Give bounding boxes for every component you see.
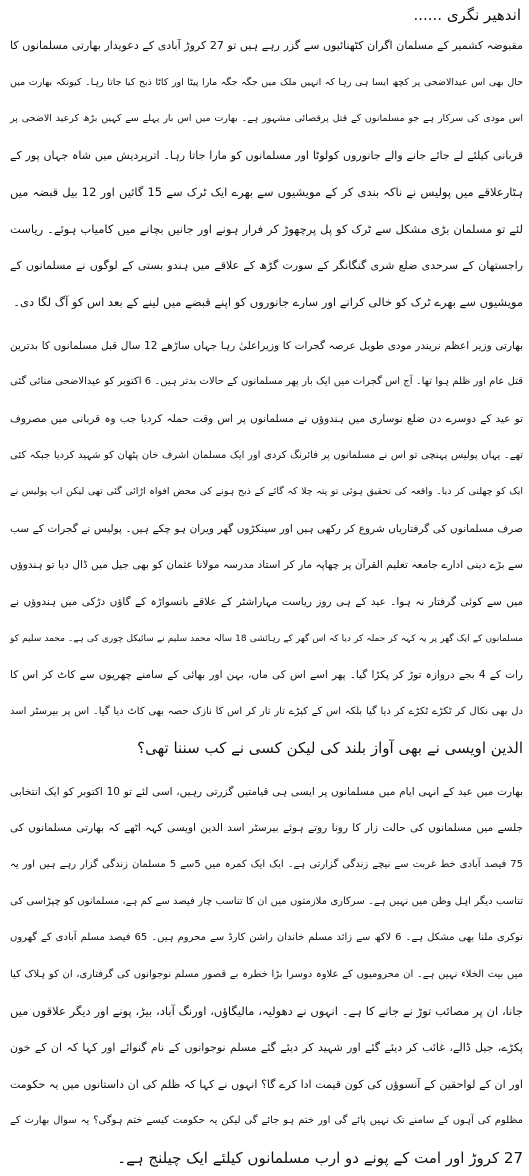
text-line: بھارت میں عید کے انہی ایام میں مسلمانوں پر ایسی ہی قیامتیں گزرتی رہیں، اسی لئے تو 10 اکتوبر کو ایک انتخابی (10, 785, 523, 798)
text-line: 27 کروڑ اور امت کے پونے دو ارب مسلمانوں کیلئے ایک چیلنج ہے۔ (117, 1148, 523, 1167)
text-line: دل بھی نکال کر ٹکڑے ٹکڑے کر دیا گیا بلکہ اس کے کپڑے تار تار کر اس کا نازک حصہ بھی کاٹ دیا گیا۔ اس پر بیرسٹر اسد (10, 705, 523, 717)
text-line: جانا، ان پر مصائب توڑ نے جانے کا ہے۔ انہوں نے دھولیہ، مالیگاؤں، اورنگ آباد، بیڑ، پونے اور دیگر علاقوں میں (10, 1004, 523, 1019)
text-line: سے بڑے دینی ادارے جامعہ تعلیم القرآن پر چھاپہ مار کر استاد مدرسہ مولانا عثمان کو بھی جیل میں ڈال دیا تو ہندوؤں (10, 559, 523, 572)
text-line: میں بیت الخلاء نہیں ہے۔ ان محرومیوں کے علاوہ دوسرا بڑا خطرہ بے قصور مسلم نوجوانوں کی گرفتاری، ان کو ہلاک کیا (10, 968, 523, 980)
text-line: ہٹارعلاقے میں پولیس نے ناکہ بندی کر کے مویشیوں سے بھرے ایک ٹرک سے 15 گائیں اور 12 بیل قبضہ میں (10, 185, 523, 200)
text-line: حال بھی اس عیدالاضحی پر کچھ ایسا ہی رہا کہ انہیں ملک میں جگہ جگہ مارا پیٹا اور کاٹا ذبح کیا جاتا رہا۔ کیونکہ بھارت میں (10, 76, 523, 88)
text-line: مسلمانوں کے ایک گھر پر یہ کہہ کر حملہ کر دیا کہ اس گھر کے رہائشی 18 سالہ محمد سلیم نے سائیکل چوری کی ہے۔ محمد سلیم کو (10, 633, 523, 644)
text-line: تناسب دیگر اہل وطن میں نہیں ہے۔ سرکاری ملازمتوں میں ان کا تناسب چار فیصد سے کم ہے، مسلمانوں کو چپڑاسی کی (10, 895, 523, 907)
text-line: تو عید کے دوسرے دن ضلع نوساری میں ہندوؤں نے مسلمانوں پر اس وقت حملہ کردیا جب وہ قربانی میں مصروف (10, 412, 523, 425)
text-line: رات کے 4 بجے دروازہ توڑ کر پکڑا گیا۔ پھر اسے اس کی ماں، بہن اور بھائی کے سامنے چھریوں سے کاٹ کر اس کا (10, 669, 523, 682)
paragraph-3 (10, 774, 523, 1176)
text-line: راجستھان کے سرحدی ضلع شری گنگانگر کے سورت گڑھ کے علاقے میں ہندو بستی کے لوگوں نے مسلمانوں کے (10, 258, 523, 272)
text-line: صرف مسلمانوں کی گرفتاریاں شروع کر رکھی ہیں اور سینکڑوں گھر ویران ہو چکے ہیں۔ پولیس نے گجرات کے سب (10, 522, 523, 535)
text-line: مظلوم کی آہوں کے سامنے تک نہیں پائے گی اور ختم ہو جائے گی لیکن یہ حکومت کیسے ختم ہوگی؟ یہ سوال بھارت کے (10, 1115, 523, 1127)
text-line: میں سے کوئی گرفتار نہ ہوا۔ عید کے ہی روز ریاست مہاراشٹر کے علاقے بانسواڑہ کے گاؤں دڑکی میں ہندوؤں نے (10, 595, 523, 608)
text-line: 75 فیصد آبادی خط غربت سے نیچے زندگی گزارتی ہے۔ ایک ایک کمرہ میں 5سے 5 مسلمان زندگی گزار رہے ہیں اور یہ (10, 859, 523, 871)
text-line: پکڑے، جیل ڈالے، غائب کر دیئے گئے اور شہید کر دیئے گئے مسلم نوجوانوں کے نام گنوائے اور کہا کہ ان کے خون (10, 1041, 523, 1055)
paragraph-2 (10, 328, 523, 767)
text-line: اور ان کے لواحقین کے آنسوؤں کی کون قیمت ادا کرے گا؟ انہوں نے کہا کہ ظلم کی ان داستانوں میں یہ حکومت (10, 1077, 523, 1091)
text-line: ایک کو چھلنی کر دیا۔ واقعہ کی تحقیق ہوئی تو پتہ چلا کہ گائے کے ذبح ہونے کی محض افواہ اڑائی گئی تھی لیکن اب پولیس نے (10, 486, 523, 498)
text-line: مویشیوں سے بھرے ٹرک کو خالی کرانے اور سارے جانوروں کو اپنے قبضے میں لینے کے بعد اس کو آگ لگا دی۔ (13, 295, 523, 310)
text-line: اس مودی کی سرکار ہے جو مسلمانوں کے قتل پرقصائی مشہور ہے۔ بھارت میں اس بار پہلے سے کہیں بڑھ کرعید الاضحی پر (10, 113, 523, 125)
text-line: قربانی کیلئے لے جائے جانے والے جانوروں کولوٹا اور مسلمانوں کو مارا جاتا رہا۔ اترپردیش میں شاہ جہاں پور کے (10, 148, 523, 162)
article-heading: اندھیر نگری ...... (413, 6, 521, 24)
text-line: جلسے میں مسلمانوں کی حالت زار کا رونا روتے ہوئے بیرسٹر اسد الدین اویسی کہہ اٹھے کہ بھارتی مسلمانوں کی (10, 822, 523, 835)
text-line: لئے تو مسلمان بڑی مشکل سے ٹرک کو پل پرچھوڑ کر فرار ہونے اور جانیں بچانے میں کامیاب ہوئے۔ ریاست (10, 221, 523, 236)
text-line: نوکری ملنا بھی مشکل ہے۔ 6 لاکھ سے زائد مسلم خاندان راشن کارڈ سے محروم ہیں۔ 65 فیصد مسلم آبادی کے گھروں (10, 932, 523, 944)
text-line: قتل عام اور ظلم ہوا تھا۔ آج اس گجرات میں ایک بار پھر مسلمانوں کے حالات بدتر ہیں۔ 6 اکتوبر کو عیدالاضحی منائی گئی (10, 376, 523, 388)
text-line: الدین اویسی نے بھی آواز بلند کی لیکن کسی نے کب سننا تھی؟ (137, 739, 523, 758)
text-line: مقبوضہ کشمیر کے مسلمان اگران کٹھنائیوں سے گزر رہے ہیں تو 27 کروڑ آبادی کے دعویدار بھارتی مسلمانوں کا (10, 39, 523, 52)
paragraph-1 (10, 28, 523, 321)
text-line: تھے۔ یہاں پولیس پہنچی تو اس نے مسلمانوں پر فائرنگ کردی اور ایک مسلمان اشرف خان پٹھان کو شہید کردیا جبکہ کئی (10, 449, 523, 461)
text-line: بھارتی وزیر اعظم نریندر مودی طویل عرصہ گجرات کا وزیراعلیٰ رہا جہاں ساڑھے 12 سال قبل مسلمانوں کا بدترین (10, 339, 523, 352)
